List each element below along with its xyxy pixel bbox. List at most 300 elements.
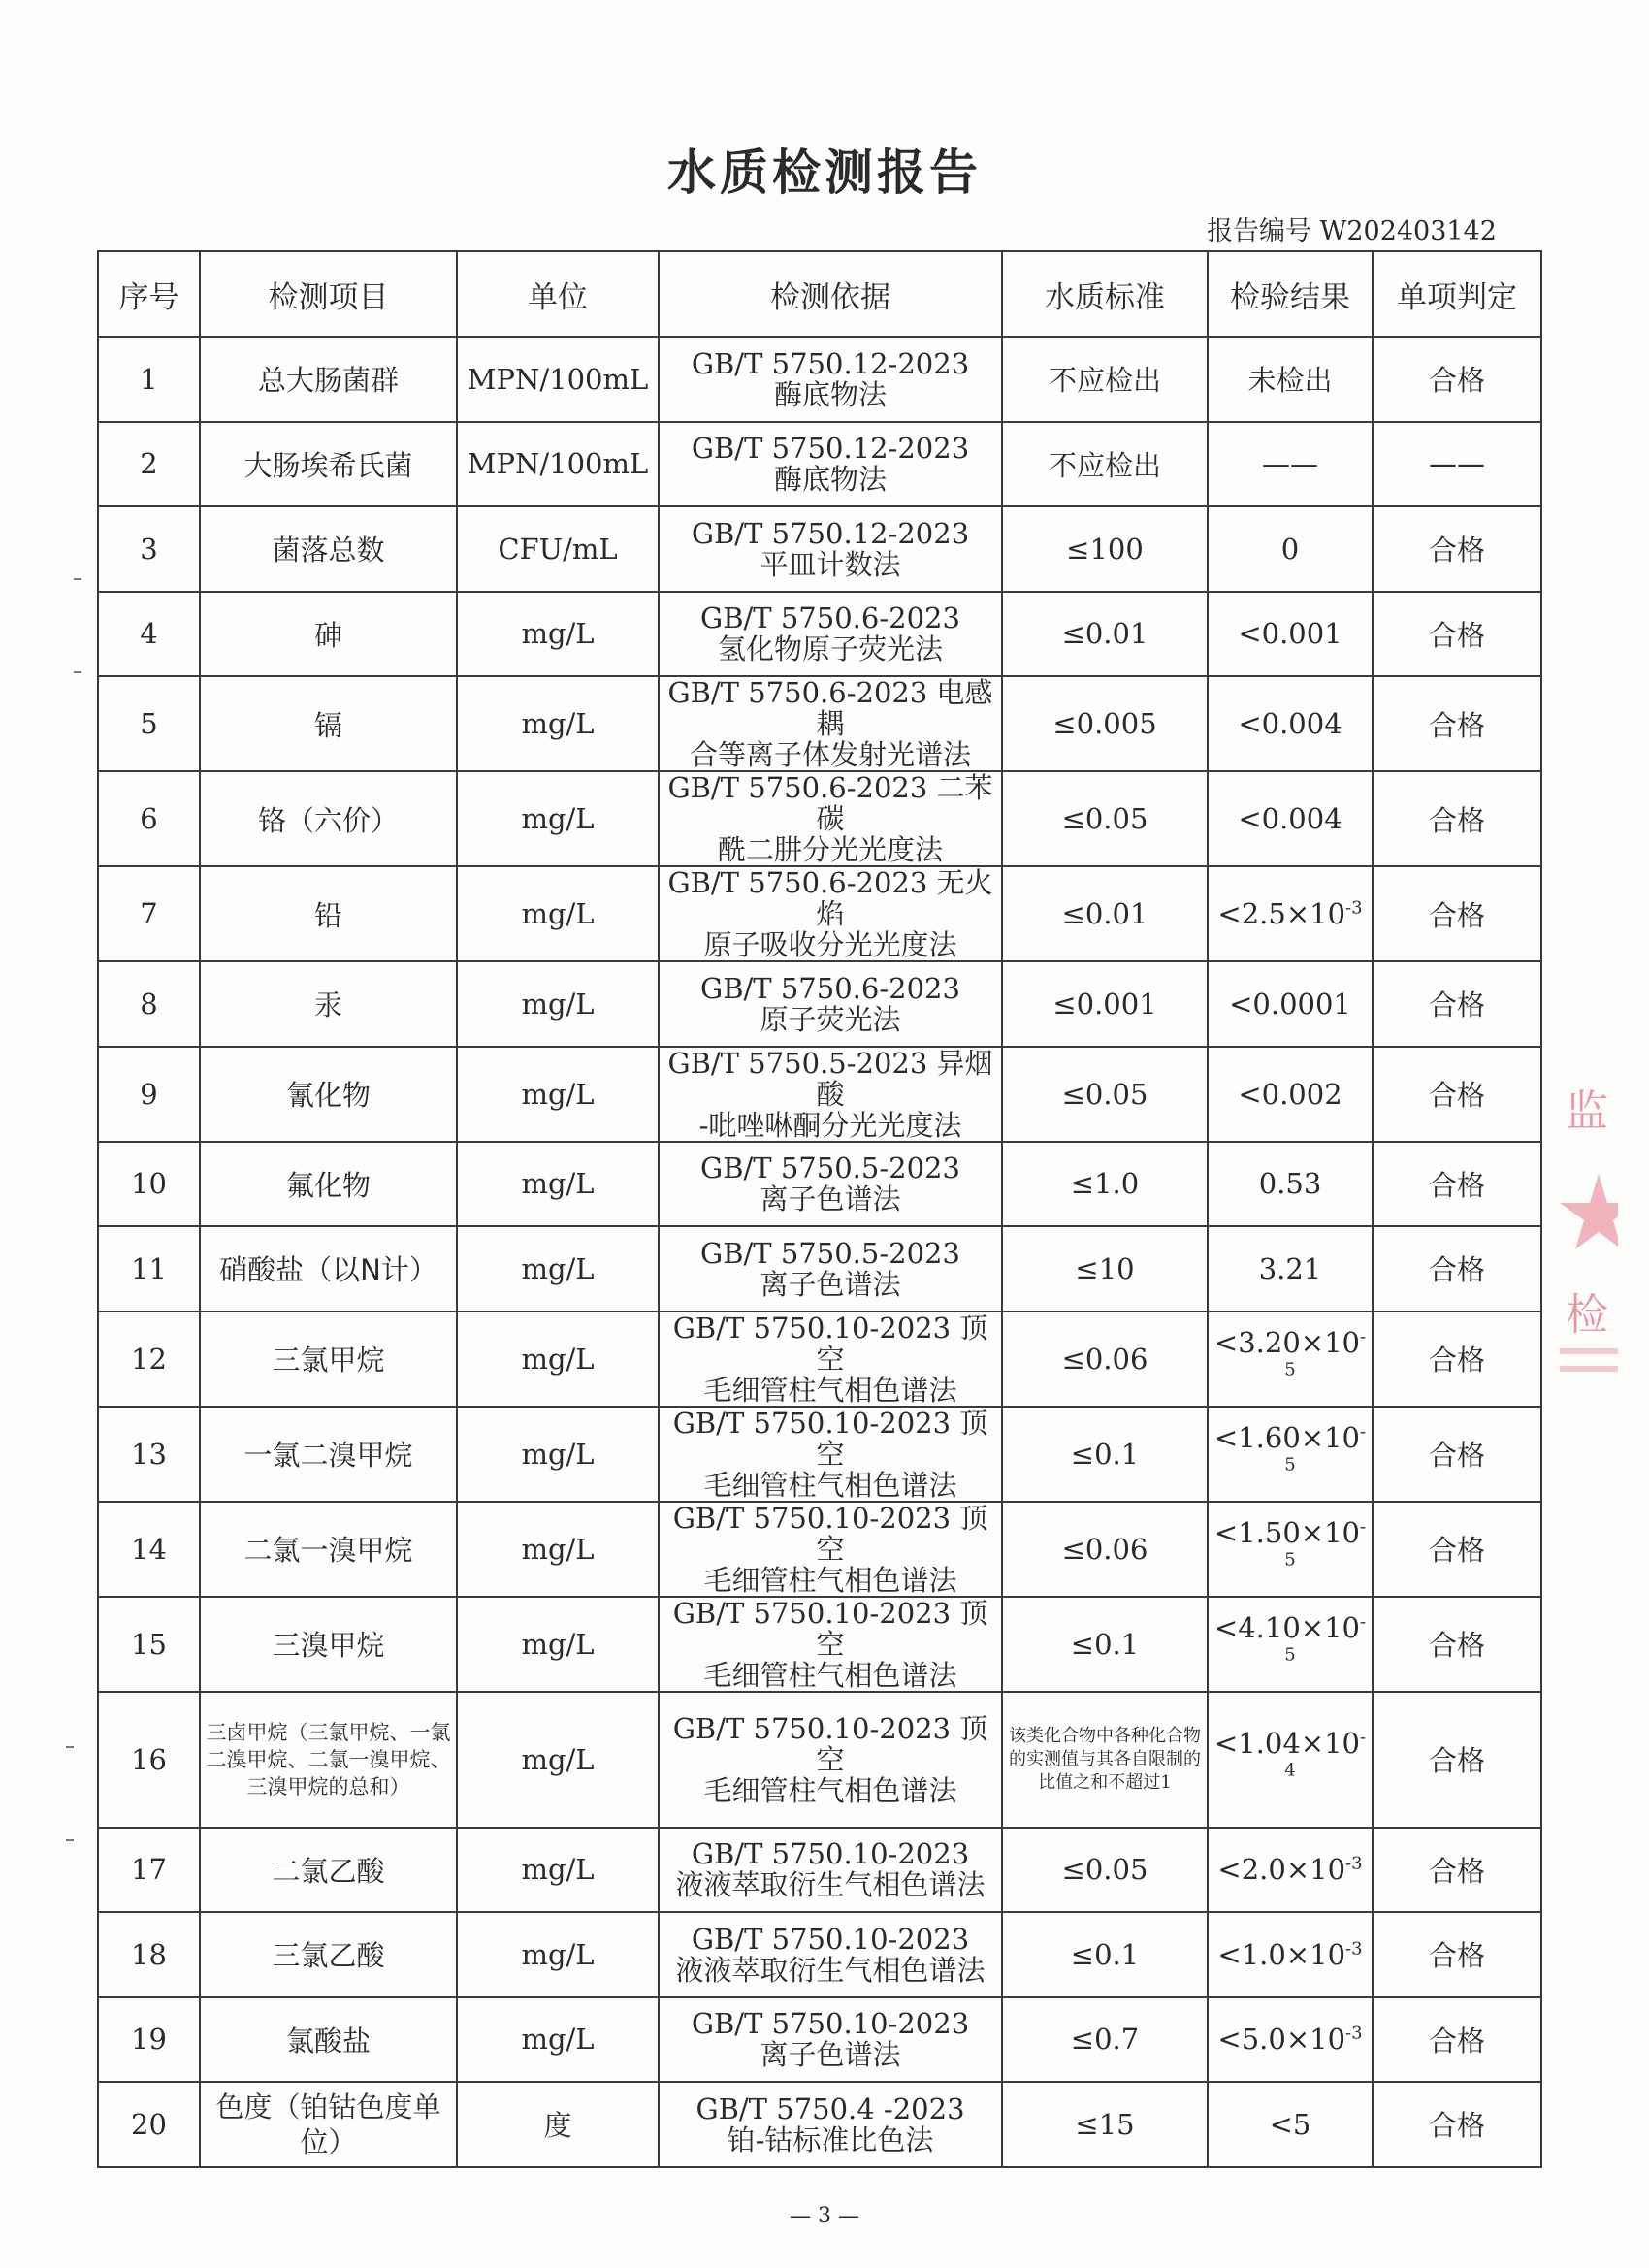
result-value: <3.20×10 — [1213, 1325, 1360, 1359]
table-row — [98, 1828, 1541, 1913]
table-header-row — [98, 251, 1541, 337]
method-line-1: GB/T 5750.10-2023 顶空 — [672, 1406, 988, 1471]
method-line-1: GB/T 5750.6-2023 二苯碳 — [667, 771, 993, 835]
binding-mark — [74, 578, 81, 580]
method-line-1: GB/T 5750.10-2023 顶空 — [672, 1711, 988, 1776]
method-line-2: 铂-钴标准比色法 — [727, 2122, 934, 2156]
cell-item — [200, 676, 457, 771]
table-row — [98, 1502, 1541, 1597]
row-number: 13 — [131, 1437, 167, 1471]
cell-result — [1208, 676, 1373, 771]
cell-unit — [457, 1226, 659, 1312]
item-name: 硝酸盐（以N计） — [219, 1253, 437, 1287]
unit-value: mg/L — [521, 1627, 595, 1661]
cell-no — [98, 961, 200, 1047]
method-line-2: 离子色谱法 — [760, 1183, 901, 1216]
cell-result — [1208, 337, 1373, 422]
cell-no — [98, 1142, 200, 1227]
result-value: <0.002 — [1238, 1077, 1342, 1111]
item-name: 氯酸盐 — [285, 2024, 371, 2057]
standard-value: ≤0.01 — [1061, 617, 1148, 651]
cell-standard — [1002, 592, 1208, 677]
unit-value: mg/L — [521, 1251, 595, 1285]
table-row — [98, 592, 1541, 677]
cell-unit — [457, 2082, 659, 2167]
item-name: 三溴甲烷 — [272, 1629, 385, 1662]
cell-verdict — [1373, 1828, 1541, 1913]
method-line-2: 合等离子体发射光谱法 — [689, 738, 971, 771]
cell-standard — [1002, 2082, 1208, 2167]
method-line-2: 氢化物原子荧光法 — [717, 632, 943, 666]
cell-no — [98, 1828, 200, 1913]
cell-verdict — [1373, 1912, 1541, 1997]
cell-unit — [457, 1312, 659, 1407]
row-number: 12 — [131, 1342, 167, 1376]
row-number: 18 — [131, 1937, 167, 1971]
unit-value: MPN/100mL — [467, 447, 649, 481]
table-row — [98, 1047, 1541, 1142]
method-line-1: GB/T 5750.4 -2023 — [695, 2091, 965, 2125]
header-no: 序号 — [98, 251, 200, 337]
cell-no — [98, 1047, 200, 1142]
result-value: <0.004 — [1238, 802, 1342, 835]
cell-standard — [1002, 1597, 1208, 1692]
unit-value: mg/L — [521, 802, 595, 835]
result-value: <0.004 — [1238, 707, 1342, 740]
cell-item — [200, 422, 457, 507]
cell-standard — [1002, 1828, 1208, 1913]
result-value: <2.5×10 — [1217, 897, 1346, 930]
verdict-value: 合格 — [1428, 534, 1485, 567]
standard-value: ≤100 — [1066, 532, 1144, 566]
cell-verdict — [1373, 506, 1541, 592]
method-line-2: 毛细管柱气相色谱法 — [703, 1563, 957, 1597]
cell-unit — [457, 337, 659, 422]
result-value: 3.21 — [1258, 1251, 1322, 1285]
cell-verdict — [1373, 676, 1541, 771]
result-exponent: -3 — [1345, 1938, 1363, 1960]
result-value: <1.60×10 — [1213, 1420, 1360, 1454]
cell-no — [98, 1912, 200, 1997]
method-line-2: 毛细管柱气相色谱法 — [703, 1773, 957, 1807]
cell-standard — [1002, 1502, 1208, 1597]
method-line-2: -吡唑啉酮分光光度法 — [698, 1108, 962, 1142]
row-number: 2 — [140, 447, 158, 481]
cell-item — [200, 866, 457, 961]
results-table — [97, 250, 1542, 2168]
item-name: 二氯一溴甲烷 — [243, 1534, 413, 1567]
cell-method — [659, 1997, 1002, 2083]
result-value: <2.0×10 — [1217, 1853, 1346, 1887]
result-exponent: -3 — [1345, 2023, 1363, 2044]
header-method: 检测依据 — [659, 251, 1002, 337]
cell-method — [659, 592, 1002, 677]
result-value: <5.0×10 — [1217, 2023, 1346, 2057]
table-row — [98, 1226, 1541, 1312]
standard-value: 不应检出 — [1048, 364, 1161, 398]
table-row — [98, 1692, 1541, 1828]
cell-no — [98, 1312, 200, 1407]
cell-standard — [1002, 771, 1208, 866]
cell-unit — [457, 592, 659, 677]
cell-verdict — [1373, 1502, 1541, 1597]
cell-item — [200, 2082, 457, 2167]
cell-result — [1208, 866, 1373, 961]
result-value: <4.10×10 — [1213, 1610, 1360, 1644]
method-line-2: 液液萃取衍生气相色谱法 — [675, 1953, 986, 1987]
cell-standard — [1002, 337, 1208, 422]
method-line-1: GB/T 5750.6-2023 电感耦 — [667, 676, 993, 740]
cell-standard — [1002, 1997, 1208, 2083]
cell-result — [1208, 506, 1373, 592]
cell-no — [98, 676, 200, 771]
unit-value: mg/L — [521, 2023, 595, 2057]
verdict-value: 合格 — [1428, 1534, 1485, 1567]
cell-item — [200, 1047, 457, 1142]
cell-unit — [457, 1912, 659, 1997]
method-line-2: 离子色谱法 — [760, 1267, 901, 1301]
cell-no — [98, 1407, 200, 1502]
item-name: 氰化物 — [285, 1079, 371, 1112]
cell-verdict — [1373, 771, 1541, 866]
cell-verdict — [1373, 1142, 1541, 1227]
unit-value: mg/L — [521, 1532, 595, 1566]
result-value: <1.50×10 — [1213, 1515, 1360, 1549]
row-number: 14 — [131, 1532, 167, 1566]
standard-value: ≤1.0 — [1070, 1167, 1140, 1201]
cell-method — [659, 961, 1002, 1047]
cell-item — [200, 1828, 457, 1913]
table-row — [98, 1407, 1541, 1502]
unit-value: MPN/100mL — [467, 362, 649, 396]
cell-no — [98, 592, 200, 677]
verdict-value: 合格 — [1428, 364, 1485, 398]
cell-result — [1208, 1597, 1373, 1692]
cell-method — [659, 771, 1002, 866]
cell-unit — [457, 1692, 659, 1828]
cell-verdict — [1373, 1407, 1541, 1502]
cell-no — [98, 1692, 200, 1828]
table-row — [98, 506, 1541, 592]
verdict-value: 合格 — [1428, 1168, 1485, 1202]
svg-text:监: 监 — [1566, 1086, 1608, 1136]
result-exponent: -4 — [1284, 1726, 1367, 1780]
item-name: 菌落总数 — [272, 534, 385, 567]
row-number: 20 — [131, 2107, 167, 2141]
unit-value: mg/L — [521, 987, 595, 1021]
cell-no — [98, 422, 200, 507]
cell-item — [200, 1912, 457, 1997]
row-number: 15 — [131, 1627, 167, 1661]
item-name: 一氯二溴甲烷 — [243, 1439, 413, 1472]
row-number: 10 — [131, 1167, 167, 1201]
cell-method — [659, 866, 1002, 961]
item-name: 砷 — [313, 618, 342, 652]
cell-unit — [457, 1047, 659, 1142]
cell-unit — [457, 1828, 659, 1913]
standard-value: ≤0.7 — [1070, 2023, 1140, 2057]
verdict-value: 合格 — [1428, 2024, 1485, 2057]
cell-no — [98, 1997, 200, 2083]
cell-method — [659, 1502, 1002, 1597]
result-exponent: -5 — [1284, 1610, 1367, 1665]
cell-verdict — [1373, 1597, 1541, 1692]
cell-verdict — [1373, 1226, 1541, 1312]
cell-standard — [1002, 961, 1208, 1047]
result-value: 0.53 — [1258, 1167, 1322, 1201]
row-number: 6 — [140, 802, 158, 835]
standard-value: ≤0.1 — [1070, 1937, 1140, 1971]
cell-no — [98, 771, 200, 866]
standard-value: ≤10 — [1075, 1251, 1135, 1285]
cell-verdict — [1373, 866, 1541, 961]
unit-value: mg/L — [521, 1077, 595, 1111]
result-value: 未检出 — [1247, 364, 1333, 398]
item-name: 总大肠菌群 — [257, 364, 399, 398]
cell-result — [1208, 1226, 1373, 1312]
cell-result — [1208, 961, 1373, 1047]
table-row — [98, 1912, 1541, 1997]
method-line-2: 酶底物法 — [773, 463, 887, 497]
unit-value: 度 — [543, 2109, 572, 2143]
cell-method — [659, 1912, 1002, 1997]
method-line-1: GB/T 5750.6-2023 无火焰 — [667, 866, 993, 930]
report-number: 报告编号 W202403142 — [1207, 216, 1497, 246]
cell-no — [98, 506, 200, 592]
cell-item — [200, 771, 457, 866]
method-line-2: 原子荧光法 — [760, 1002, 901, 1036]
cell-no — [98, 2082, 200, 2167]
standard-value: ≤0.005 — [1052, 707, 1157, 740]
row-number: 17 — [131, 1853, 167, 1887]
verdict-value: 合格 — [1428, 1439, 1485, 1472]
cell-unit — [457, 422, 659, 507]
cell-item — [200, 1997, 457, 2083]
method-line-1: GB/T 5750.10-2023 — [691, 1922, 970, 1956]
method-line-1: GB/T 5750.10-2023 — [691, 1837, 970, 1871]
table-row — [98, 1997, 1541, 2083]
binding-mark — [74, 671, 81, 673]
cell-method — [659, 506, 1002, 592]
header-unit: 单位 — [457, 251, 659, 337]
cell-method — [659, 1692, 1002, 1828]
cell-unit — [457, 1407, 659, 1502]
standard-value: 该类化合物中各种化合物的实测值与其各自限制的比值之和不超过1 — [1009, 1725, 1201, 1793]
table-row — [98, 1597, 1541, 1692]
cell-result — [1208, 1407, 1373, 1502]
cell-result — [1208, 1312, 1373, 1407]
cell-method — [659, 422, 1002, 507]
cell-result — [1208, 592, 1373, 677]
cell-method — [659, 2082, 1002, 2167]
cell-no — [98, 1226, 200, 1312]
table-row — [98, 337, 1541, 422]
binding-mark — [66, 1839, 74, 1841]
method-line-1: GB/T 5750.12-2023 — [691, 346, 970, 380]
standard-value: ≤15 — [1075, 2107, 1135, 2141]
item-name: 大肠埃希氏菌 — [243, 448, 413, 482]
verdict-value: 合格 — [1428, 898, 1485, 932]
standard-value: ≤0.001 — [1052, 987, 1157, 1021]
verdict-value: 合格 — [1428, 1344, 1485, 1377]
result-exponent: -5 — [1284, 1515, 1367, 1570]
verdict-value: 合格 — [1428, 1854, 1485, 1888]
standard-value: ≤0.1 — [1070, 1437, 1140, 1471]
cell-verdict — [1373, 1692, 1541, 1828]
method-line-1: GB/T 5750.5-2023 — [700, 1151, 960, 1185]
result-value: 0 — [1280, 532, 1300, 566]
method-line-1: GB/T 5750.6-2023 — [700, 971, 960, 1005]
method-line-1: GB/T 5750.6-2023 — [700, 601, 960, 635]
cell-item — [200, 337, 457, 422]
method-line-2: 原子吸收分光光度法 — [703, 928, 957, 961]
cell-verdict — [1373, 422, 1541, 507]
item-name: 三氯甲烷 — [272, 1344, 385, 1377]
cell-result — [1208, 1502, 1373, 1597]
method-line-2: 酶底物法 — [773, 377, 887, 411]
cell-standard — [1002, 1912, 1208, 1997]
item-name: 二氯乙酸 — [272, 1854, 385, 1888]
cell-item — [200, 1502, 457, 1597]
standard-value: ≤0.06 — [1061, 1532, 1148, 1566]
svg-text:检: 检 — [1566, 1290, 1608, 1340]
item-name: 镉 — [313, 708, 342, 742]
cell-item — [200, 1692, 457, 1828]
verdict-value: —— — [1429, 447, 1485, 481]
cell-result — [1208, 771, 1373, 866]
cell-unit — [457, 771, 659, 866]
verdict-value: 合格 — [1428, 1939, 1485, 1973]
row-number: 1 — [140, 362, 158, 396]
verdict-value: 合格 — [1428, 1744, 1485, 1777]
row-number: 16 — [131, 1742, 167, 1776]
verdict-value: 合格 — [1428, 2109, 1485, 2143]
cell-result — [1208, 1692, 1373, 1828]
method-line-1: GB/T 5750.12-2023 — [691, 432, 970, 466]
row-number: 3 — [140, 532, 158, 566]
result-exponent: -3 — [1345, 1853, 1363, 1874]
binding-mark — [66, 1746, 74, 1748]
cell-standard — [1002, 1312, 1208, 1407]
unit-value: mg/L — [521, 1853, 595, 1887]
item-name: 汞 — [313, 988, 342, 1022]
cell-verdict — [1373, 961, 1541, 1047]
method-line-2: 酰二肼分光光度法 — [717, 833, 943, 866]
method-line-2: 平皿计数法 — [760, 547, 901, 581]
method-line-1: GB/T 5750.5-2023 — [700, 1236, 960, 1270]
cell-method — [659, 676, 1002, 771]
cell-standard — [1002, 506, 1208, 592]
row-number: 7 — [140, 897, 158, 930]
page-title: 水质检测报告 — [667, 145, 982, 201]
table-row — [98, 771, 1541, 866]
item-name: 铅 — [313, 898, 342, 932]
standard-value: ≤0.01 — [1061, 897, 1148, 930]
cell-item — [200, 1226, 457, 1312]
cell-item — [200, 1142, 457, 1227]
unit-value: mg/L — [521, 1742, 595, 1776]
cell-result — [1208, 1912, 1373, 1997]
cell-verdict — [1373, 1997, 1541, 2083]
unit-value: mg/L — [521, 1437, 595, 1471]
method-line-2: 毛细管柱气相色谱法 — [703, 1373, 957, 1407]
row-number: 9 — [140, 1077, 158, 1111]
cell-verdict — [1373, 337, 1541, 422]
standard-value: ≤0.1 — [1070, 1627, 1140, 1661]
method-line-2: 毛细管柱气相色谱法 — [703, 1468, 957, 1502]
unit-value: mg/L — [521, 707, 595, 740]
table-body — [98, 337, 1541, 2167]
header-result: 检验结果 — [1208, 251, 1373, 337]
unit-value: mg/L — [521, 617, 595, 651]
row-number: 4 — [140, 617, 158, 651]
cell-result — [1208, 1828, 1373, 1913]
row-number: 5 — [140, 707, 158, 740]
cell-standard — [1002, 1047, 1208, 1142]
table-row — [98, 1312, 1541, 1407]
cell-unit — [457, 1597, 659, 1692]
cell-method — [659, 337, 1002, 422]
result-exponent: -5 — [1284, 1325, 1367, 1379]
item-name: 色度（铂钴色度单位） — [215, 2090, 441, 2158]
item-name: 氟化物 — [285, 1168, 371, 1202]
result-value: <5 — [1269, 2107, 1311, 2141]
result-value: <1.04×10 — [1213, 1726, 1360, 1760]
cell-unit — [457, 1142, 659, 1227]
method-line-1: GB/T 5750.10-2023 顶空 — [672, 1501, 988, 1566]
method-line-1: GB/T 5750.5-2023 异烟酸 — [667, 1046, 993, 1111]
verdict-value: 合格 — [1428, 618, 1485, 652]
table-row — [98, 422, 1541, 507]
cell-no — [98, 1502, 200, 1597]
cell-item — [200, 1312, 457, 1407]
verdict-value: 合格 — [1428, 1253, 1485, 1287]
table-row — [98, 676, 1541, 771]
cell-verdict — [1373, 1047, 1541, 1142]
method-line-2: 离子色谱法 — [760, 2038, 901, 2072]
cell-method — [659, 1226, 1002, 1312]
result-value: <0.001 — [1238, 617, 1342, 651]
page-number: — 3 — — [790, 2204, 859, 2228]
cell-unit — [457, 506, 659, 592]
table-row — [98, 961, 1541, 1047]
standard-value: ≤0.05 — [1061, 1077, 1148, 1111]
cell-result — [1208, 1142, 1373, 1227]
cell-unit — [457, 676, 659, 771]
unit-value: mg/L — [521, 897, 595, 930]
cell-item — [200, 961, 457, 1047]
cell-unit — [457, 961, 659, 1047]
cell-standard — [1002, 1407, 1208, 1502]
row-number: 19 — [131, 2023, 167, 2057]
verdict-value: 合格 — [1428, 988, 1485, 1022]
cell-unit — [457, 1502, 659, 1597]
cell-item — [200, 592, 457, 677]
method-line-1: GB/T 5750.12-2023 — [691, 516, 970, 550]
unit-value: mg/L — [521, 1167, 595, 1201]
cell-method — [659, 1312, 1002, 1407]
item-name: 铬（六价） — [257, 803, 399, 837]
cell-verdict — [1373, 2082, 1541, 2167]
unit-value: mg/L — [521, 1937, 595, 1971]
cell-result — [1208, 1997, 1373, 2083]
row-number: 8 — [140, 987, 158, 1021]
item-name: 三氯乙酸 — [272, 1939, 385, 1973]
seal-stamp — [1560, 1057, 1618, 1387]
standard-value: ≤0.05 — [1061, 802, 1148, 835]
cell-verdict — [1373, 592, 1541, 677]
cell-standard — [1002, 676, 1208, 771]
